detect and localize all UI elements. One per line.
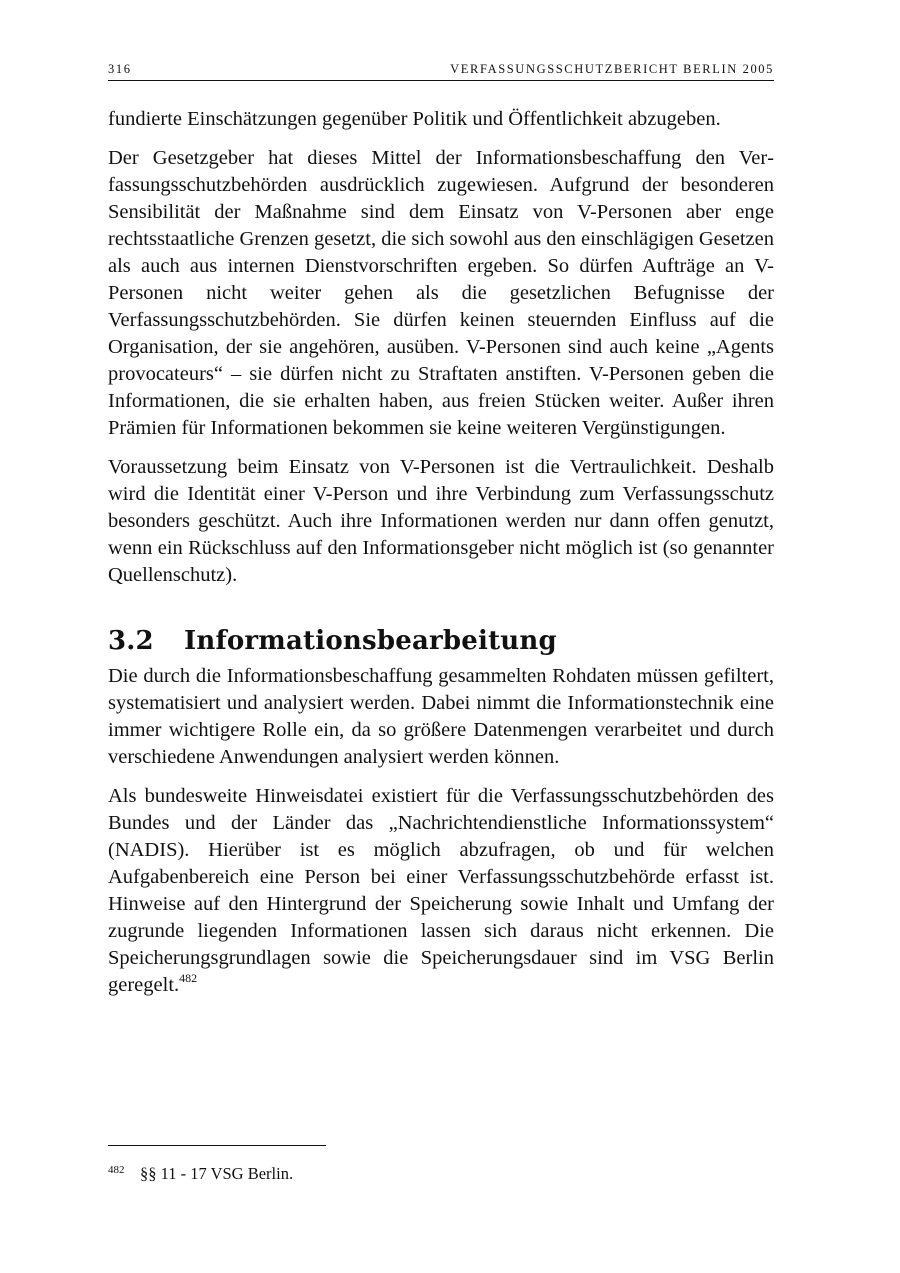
- section-paragraph-2-text: Als bundesweite Hinweisdatei existiert für die Verfassungsschutzbehörden des Bundes und der Länder das „Nachrichtendienstliche Informationssystem“ (NADIS). Hierüber ist es möglich abzufragen, ob und für welchen Aufgabenbereich eine Person bei einer Verfassungsschutzbehörde erfasst ist. Hinweise auf den Hintergrund der Speicherung sowie Inhalt und Umfang der zugrunde liegenden Informationen lassen sich daraus nicht erkennen. Die Speicherungsgrundlagen sowie die Speicherungsdauer sind im VSG Berlin geregelt.: [108, 785, 774, 996]
- section-title: Informationsbearbeitung: [184, 626, 557, 656]
- section-number: 3.2: [108, 626, 154, 656]
- footnote-separator: [108, 1145, 326, 1146]
- footnote-text: §§ 11 - 17 VSG Berlin.: [140, 1164, 294, 1183]
- paragraph-1: fundierte Einschätzungen gegenüber Politik und Öffentlichkeit abzugeben.: [108, 108, 721, 130]
- paragraph-2: Der Gesetzgeber hat dieses Mittel der Informationsbeschaffung den Verfassungsschutzbehörden ausdrücklich zugewiesen. Aufgrund der besonderen Sensibilität der Maßnahme sind dem Einsatz von V-Personen aber enge rechtsstaatliche Grenzen gesetzt, die sich sowohl aus den einschlägigen Gesetzen als auch aus internen Dienstvorschriften ergeben. So dürfen Aufträge an V-Personen nicht weiter gehen als die gesetzlichen Befugnisse der Verfassungsschutzbehörden. Sie dürfen keinen steuernden Einfluss auf die Organisation, der sie angehören, ausüben. V-Personen sind auch keine „Agents provocateurs“ – sie dürfen nicht zu Straftaten anstiften. V-Personen geben die Informationen, die sie erhalten haben, aus freien Stücken weiter. Außer ihren Prämien für Informationen bekommen sie keine weiteren Vergünstigungen.: [108, 147, 774, 439]
- footnote: 482 §§ 11 - 17 VSG Berlin.: [108, 1164, 294, 1183]
- section-heading: [108, 621, 774, 661]
- running-header: [108, 60, 774, 81]
- page-number: 316: [108, 62, 132, 76]
- section-paragraph-2: [108, 783, 774, 999]
- body-text: [108, 106, 774, 1011]
- footnote-reference[interactable]: 482: [179, 971, 198, 985]
- section-paragraph-1: Die durch die Informationsbeschaffung gesammelten Rohdaten müssen gefiltert, systematisiert und analysiert werden. Dabei nimmt die Informationstechnik eine immer wichtigere Rolle ein, da so größere Datenmengen verarbeitet und durch verschiedene Anwendungen analysiert werden können.: [108, 665, 774, 768]
- paragraph-3: Voraussetzung beim Einsatz von V-Personen ist die Vertraulichkeit. Deshalb wird die Identität einer V-Person und ihre Verbindung zum Verfassungsschutz besonders geschützt. Auch ihre Informationen werden nur dann offen genutzt, wenn ein Rückschluss auf den Informationsgeber nicht möglich ist (so genannter Quellenschutz).: [108, 456, 774, 586]
- running-title: VERFASSUNGSSCHUTZBERICHT BERLIN 2005: [450, 62, 774, 76]
